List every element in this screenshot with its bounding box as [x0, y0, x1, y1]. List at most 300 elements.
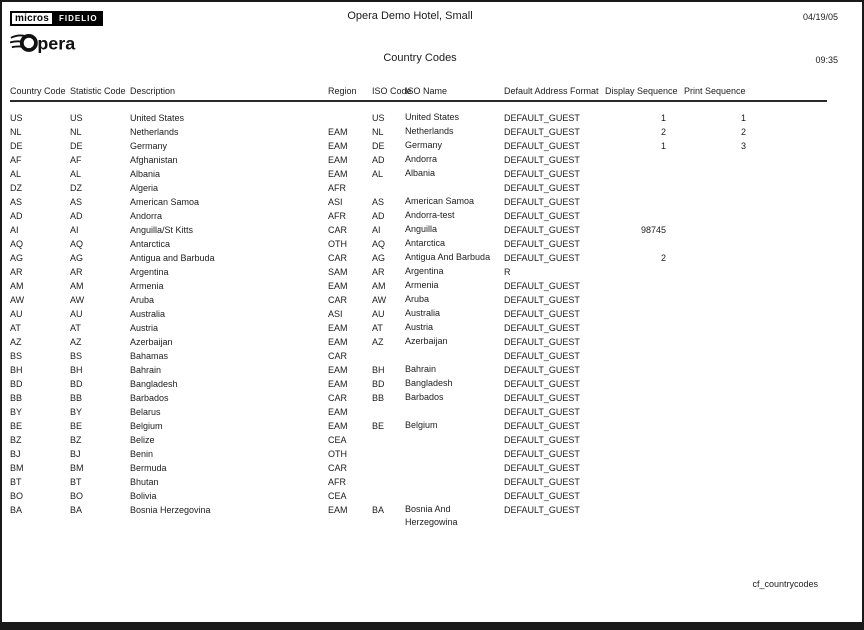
table-cell: 3 — [740, 141, 746, 151]
table-cell: DEFAULT_GUEST — [504, 141, 580, 151]
table-cell: DEFAULT_GUEST — [504, 211, 580, 221]
table-cell: AQ — [70, 239, 84, 249]
table-cell: BO — [70, 491, 84, 501]
table-cell: US — [372, 113, 385, 123]
table-cell: Bahamas — [130, 351, 169, 361]
table-cell — [605, 293, 680, 307]
table-cell — [605, 475, 680, 489]
column-header: Statistic Code — [70, 86, 130, 101]
table-cell: DEFAULT_GUEST — [504, 407, 580, 417]
table-cell: Anguilla — [405, 224, 438, 234]
table-cell: AM — [70, 281, 84, 291]
table-cell: AU — [70, 309, 83, 319]
table-cell: Bermuda — [130, 463, 167, 473]
table-cell: AD — [372, 155, 385, 165]
table-cell: AU — [372, 309, 385, 319]
table-cell: BD — [372, 379, 385, 389]
table-cell: Bosnia And Herzegowina — [405, 504, 458, 527]
table-cell-filler — [754, 181, 827, 195]
table-cell: DEFAULT_GUEST — [504, 281, 580, 291]
table-cell — [680, 251, 754, 265]
table-cell: United States — [130, 113, 185, 123]
table-cell-filler — [754, 307, 827, 321]
table-cell-filler — [754, 419, 827, 433]
table-cell-filler — [754, 349, 827, 363]
table-cell: Aruba — [405, 294, 430, 304]
table-cell: Australia — [405, 308, 441, 318]
table-cell-filler — [754, 101, 827, 125]
table-cell: DEFAULT_GUEST — [504, 365, 580, 375]
table-cell-filler — [754, 139, 827, 153]
table-row — [10, 489, 827, 503]
table-cell: Antarctica — [405, 238, 446, 248]
table-cell: Belize — [130, 435, 155, 445]
table-cell: BT — [70, 477, 82, 487]
table-cell: BS — [70, 351, 83, 361]
table-cell — [372, 447, 405, 461]
table-cell — [680, 321, 754, 335]
table-cell: DZ — [70, 183, 82, 193]
table-cell: CAR — [328, 295, 348, 305]
table-cell — [680, 167, 754, 181]
table-cell: AQ — [10, 239, 24, 249]
column-header: Region — [328, 86, 372, 101]
table-cell-filler — [754, 279, 827, 293]
table-cell-filler — [754, 503, 827, 529]
table-row — [10, 167, 827, 181]
table-cell — [680, 279, 754, 293]
table-cell: AF — [10, 155, 22, 165]
table-cell-filler — [754, 265, 827, 279]
table-cell: United States — [405, 112, 460, 122]
table-cell: DEFAULT_GUEST — [504, 183, 580, 193]
table-cell: Barbados — [130, 393, 169, 403]
table-cell: Antigua And Barbuda — [405, 252, 491, 262]
table-cell: AG — [372, 253, 386, 263]
table-cell — [680, 447, 754, 461]
table-cell: EAM — [328, 323, 348, 333]
table-cell: Belarus — [130, 407, 161, 417]
table-cell: CAR — [328, 463, 348, 473]
table-cell: DEFAULT_GUEST — [504, 127, 580, 137]
table-cell: AW — [70, 295, 85, 305]
table-row — [10, 349, 827, 363]
table-cell — [680, 503, 754, 529]
table-cell: DEFAULT_GUEST — [504, 253, 580, 263]
table-cell: SAM — [328, 267, 348, 277]
table-cell: Germany — [130, 141, 168, 151]
table-cell: AR — [70, 267, 83, 277]
table-row — [10, 101, 827, 125]
table-cell — [605, 307, 680, 321]
table-cell: Argentina — [130, 267, 169, 277]
table-cell: BY — [70, 407, 83, 417]
column-header: ISO Code — [372, 86, 405, 101]
report-date: 04/19/05 — [802, 12, 838, 22]
table-cell-filler — [754, 223, 827, 237]
table-cell: CAR — [328, 225, 348, 235]
table-cell — [680, 405, 754, 419]
table-cell — [680, 223, 754, 237]
table-cell — [680, 433, 754, 447]
table-cell: Austria — [130, 323, 159, 333]
table-cell — [605, 237, 680, 251]
column-header: Default Address Format — [504, 86, 605, 101]
table-cell: DEFAULT_GUEST — [504, 379, 580, 389]
column-header: Print Sequence — [680, 86, 754, 101]
table-cell-filler — [754, 405, 827, 419]
table-cell: DEFAULT_GUEST — [504, 505, 580, 515]
table-cell: AD — [372, 211, 385, 221]
table-cell-filler — [754, 251, 827, 265]
table-cell: Armenia — [405, 280, 439, 290]
table-cell: DEFAULT_GUEST — [504, 463, 580, 473]
table-cell: AT — [70, 323, 81, 333]
table-cell: Aruba — [130, 295, 155, 305]
table-cell: Azerbaijan — [130, 337, 173, 347]
table-cell: AI — [10, 225, 19, 235]
table-cell: 1 — [740, 113, 746, 123]
table-cell — [680, 153, 754, 167]
table-cell: EAM — [328, 407, 348, 417]
table-cell — [680, 335, 754, 349]
table-cell — [680, 489, 754, 503]
table-cell: BS — [10, 351, 23, 361]
table-cell: AM — [10, 281, 24, 291]
table-cell — [405, 349, 504, 363]
table-cell: AU — [10, 309, 23, 319]
table-cell: Netherlands — [405, 126, 454, 136]
table-cell — [372, 405, 405, 419]
table-cell — [680, 349, 754, 363]
table-cell — [405, 433, 504, 447]
table-cell-filler — [754, 475, 827, 489]
table-cell: Bangladesh — [405, 378, 453, 388]
table-cell: American Samoa — [130, 197, 200, 207]
table-cell: EAM — [328, 421, 348, 431]
table-cell: EAM — [328, 505, 348, 515]
table-cell: AFR — [328, 477, 346, 487]
table-cell — [372, 461, 405, 475]
table-cell: R — [504, 267, 511, 277]
table-cell: American Samoa — [405, 196, 475, 206]
table-cell: DE — [70, 141, 83, 151]
table-cell-filler — [754, 125, 827, 139]
table-cell: AD — [10, 211, 23, 221]
table-cell-filler — [754, 209, 827, 223]
micros-logo-text: micros — [10, 11, 54, 26]
table-cell — [605, 195, 680, 209]
column-header: Country Code — [10, 86, 70, 101]
table-cell — [372, 433, 405, 447]
table-cell — [605, 419, 680, 433]
table-cell — [605, 391, 680, 405]
table-cell: 2 — [740, 127, 746, 137]
table-cell: DEFAULT_GUEST — [504, 435, 580, 445]
table-cell — [605, 321, 680, 335]
table-cell: EAM — [328, 379, 348, 389]
table-cell: US — [70, 113, 83, 123]
table-cell: AR — [10, 267, 23, 277]
table-cell: BM — [70, 463, 84, 473]
table-cell: AW — [372, 295, 387, 305]
table-cell — [605, 265, 680, 279]
table-row — [10, 377, 827, 391]
table-cell — [605, 153, 680, 167]
table-cell: DEFAULT_GUEST — [504, 337, 580, 347]
table-cell — [680, 237, 754, 251]
table-cell — [605, 349, 680, 363]
table-cell-filler — [754, 447, 827, 461]
table-cell: AT — [372, 323, 383, 333]
table-cell: DEFAULT_GUEST — [504, 323, 580, 333]
report-time: 09:35 — [815, 55, 838, 65]
table-cell — [605, 335, 680, 349]
table-cell: AFR — [328, 211, 346, 221]
table-cell: Bolivia — [130, 491, 157, 501]
table-cell — [405, 447, 504, 461]
table-cell: 1 — [660, 113, 666, 123]
table-cell: DEFAULT_GUEST — [504, 449, 580, 459]
table-cell — [405, 475, 504, 489]
table-cell-filler — [754, 335, 827, 349]
table-cell: AF — [70, 155, 82, 165]
table-cell: BT — [10, 477, 22, 487]
table-cell: DEFAULT_GUEST — [504, 351, 580, 361]
table-cell: EAM — [328, 127, 348, 137]
table-cell: DEFAULT_GUEST — [504, 239, 580, 249]
table-cell: AD — [70, 211, 83, 221]
table-cell: Belgium — [130, 421, 163, 431]
table-cell — [605, 503, 680, 529]
table-cell: Antigua and Barbuda — [130, 253, 215, 263]
table-cell: EAM — [328, 281, 348, 291]
table-cell: OTH — [328, 449, 347, 459]
country-codes-table-wrapper — [10, 86, 827, 529]
table-cell: BA — [70, 505, 83, 515]
table-row — [10, 321, 827, 335]
table-cell: BE — [372, 421, 385, 431]
table-cell: DEFAULT_GUEST — [504, 295, 580, 305]
table-row — [10, 503, 827, 529]
table-row — [10, 209, 827, 223]
table-row — [10, 195, 827, 209]
table-cell: 2 — [660, 253, 666, 263]
table-cell: BY — [10, 407, 23, 417]
table-cell — [605, 461, 680, 475]
table-cell: BH — [70, 365, 83, 375]
table-cell: BH — [10, 365, 23, 375]
table-cell: Bhutan — [130, 477, 159, 487]
table-row — [10, 251, 827, 265]
table-cell: NL — [372, 127, 384, 137]
table-cell — [372, 475, 405, 489]
table-row — [10, 433, 827, 447]
table-cell-filler — [754, 363, 827, 377]
table-cell — [605, 363, 680, 377]
table-cell: NL — [70, 127, 82, 137]
table-cell: BA — [10, 505, 23, 515]
table-cell — [605, 181, 680, 195]
hotel-title: Opera Demo Hotel, Small — [347, 10, 473, 22]
table-cell: CAR — [328, 351, 348, 361]
table-cell: Algeria — [130, 183, 159, 193]
table-cell: DEFAULT_GUEST — [504, 197, 580, 207]
table-cell: NL — [10, 127, 22, 137]
table-cell: Germany — [405, 140, 443, 150]
table-cell — [680, 391, 754, 405]
table-cell-filler — [754, 391, 827, 405]
table-cell-filler — [754, 461, 827, 475]
table-cell: CAR — [328, 253, 348, 263]
table-row — [10, 363, 827, 377]
table-cell: Azerbaijan — [405, 336, 448, 346]
table-cell: Antarctica — [130, 239, 171, 249]
table-cell: AM — [372, 281, 386, 291]
table-cell: AT — [10, 323, 21, 333]
table-cell: BJ — [70, 449, 81, 459]
table-cell-filler — [754, 293, 827, 307]
table-cell — [405, 461, 504, 475]
table-cell: EAM — [328, 155, 348, 165]
table-cell: BA — [372, 505, 385, 515]
table-cell: BZ — [10, 435, 22, 445]
column-header: Display Sequence — [605, 86, 680, 101]
table-cell: DEFAULT_GUEST — [504, 477, 580, 487]
table-cell: BE — [10, 421, 23, 431]
table-cell: Andorra — [130, 211, 163, 221]
table-cell: EAM — [328, 141, 348, 151]
table-cell — [405, 405, 504, 419]
table-cell — [328, 101, 372, 125]
table-cell — [680, 293, 754, 307]
table-cell: ASI — [328, 309, 343, 319]
table-cell — [605, 405, 680, 419]
table-cell: DEFAULT_GUEST — [504, 225, 580, 235]
table-cell — [680, 419, 754, 433]
table-cell: BZ — [70, 435, 82, 445]
table-row — [10, 265, 827, 279]
table-cell: Argentina — [405, 266, 444, 276]
table-cell: ASI — [328, 197, 343, 207]
table-cell: Bosnia Herzegovina — [130, 505, 211, 515]
table-cell-filler — [754, 489, 827, 503]
table-cell — [680, 265, 754, 279]
table-cell: Bahrain — [405, 364, 437, 374]
table-cell: DE — [372, 141, 385, 151]
table-cell: AG — [10, 253, 24, 263]
table-cell: BJ — [10, 449, 21, 459]
table-cell: Australia — [130, 309, 166, 319]
table-cell-filler — [754, 153, 827, 167]
table-cell: Netherlands — [130, 127, 179, 137]
table-cell: Andorra — [405, 154, 438, 164]
table-cell: Armenia — [130, 281, 164, 291]
table-cell — [605, 377, 680, 391]
table-cell — [680, 377, 754, 391]
table-cell — [605, 489, 680, 503]
column-header: Description — [130, 86, 328, 101]
table-cell-filler — [754, 433, 827, 447]
table-cell: AS — [70, 197, 83, 207]
table-row — [10, 405, 827, 419]
table-cell: Bangladesh — [130, 379, 178, 389]
table-cell: BE — [70, 421, 83, 431]
table-cell: Barbados — [405, 392, 444, 402]
table-cell — [605, 447, 680, 461]
table-cell: Afghanistan — [130, 155, 178, 165]
table-cell — [605, 279, 680, 293]
table-cell: EAM — [328, 365, 348, 375]
fidelio-logo-text: FIDELIO — [54, 11, 103, 26]
table-cell: DEFAULT_GUEST — [504, 309, 580, 319]
table-cell: AZ — [10, 337, 22, 347]
table-cell: Anguilla/St Kitts — [130, 225, 194, 235]
table-cell: AS — [372, 197, 385, 207]
table-row — [10, 461, 827, 475]
table-cell — [680, 195, 754, 209]
table-row — [10, 237, 827, 251]
table-cell: CEA — [328, 491, 347, 501]
report-reference: cf_countrycodes — [752, 579, 818, 589]
table-row — [10, 447, 827, 461]
table-cell: Belgium — [405, 420, 438, 430]
table-cell: DZ — [10, 183, 22, 193]
table-cell: AZ — [372, 337, 384, 347]
table-cell: DE — [10, 141, 23, 151]
table-cell: AG — [70, 253, 84, 263]
table-cell — [605, 167, 680, 181]
table-row — [10, 419, 827, 433]
table-cell — [372, 181, 405, 195]
table-cell — [680, 209, 754, 223]
table-cell: AZ — [70, 337, 82, 347]
table-cell: AQ — [372, 239, 386, 249]
table-cell: Andorra-test — [405, 210, 455, 220]
table-cell — [605, 433, 680, 447]
table-cell: BB — [372, 393, 385, 403]
table-cell: AI — [372, 225, 381, 235]
table-cell: DEFAULT_GUEST — [504, 491, 580, 501]
table-cell: BO — [10, 491, 24, 501]
report-title: Country Codes — [383, 52, 457, 64]
table-cell — [605, 209, 680, 223]
table-cell: CAR — [328, 393, 348, 403]
table-row — [10, 153, 827, 167]
table-row — [10, 181, 827, 195]
table-cell: BB — [70, 393, 83, 403]
table-cell: Albania — [130, 169, 161, 179]
opera-logo-text: pera — [37, 33, 76, 54]
table-header-row — [10, 86, 827, 101]
table-cell: DEFAULT_GUEST — [504, 169, 580, 179]
country-codes-table — [10, 86, 827, 529]
table-cell — [680, 475, 754, 489]
table-cell — [680, 307, 754, 321]
table-cell: BB — [10, 393, 23, 403]
table-cell: BM — [10, 463, 24, 473]
table-cell: BD — [10, 379, 23, 389]
table-cell: US — [10, 113, 23, 123]
table-cell: DEFAULT_GUEST — [504, 113, 580, 123]
table-cell: AR — [372, 267, 385, 277]
table-row — [10, 335, 827, 349]
table-row — [10, 223, 827, 237]
table-cell: Albania — [405, 168, 436, 178]
table-cell-filler — [754, 321, 827, 335]
table-cell: CEA — [328, 435, 347, 445]
table-cell-filler — [754, 237, 827, 251]
